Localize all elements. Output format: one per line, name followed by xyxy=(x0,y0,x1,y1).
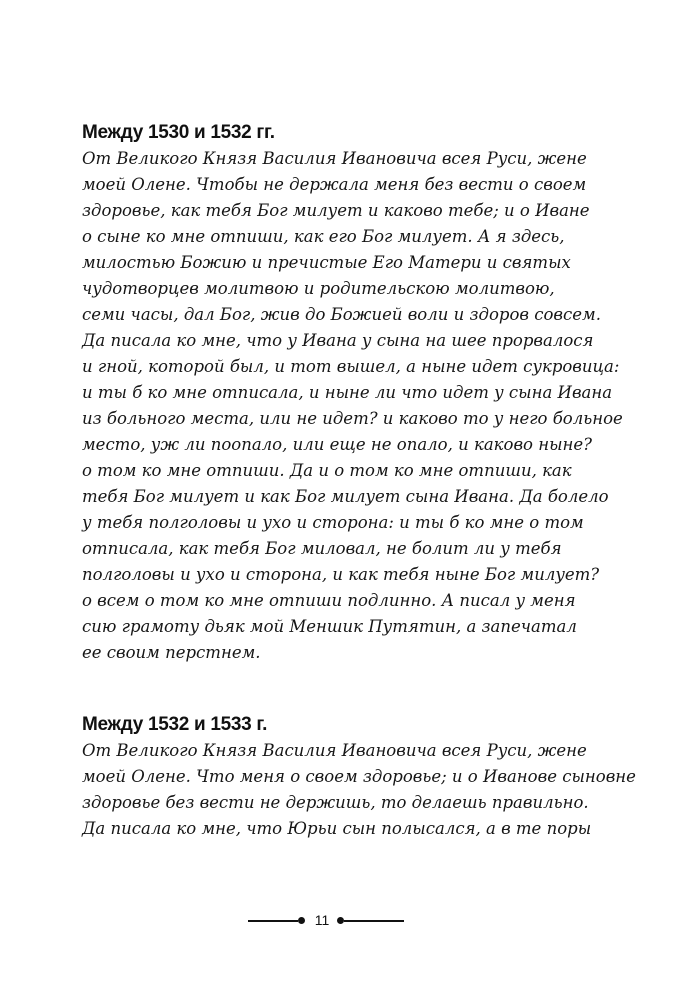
letter-section-1 xyxy=(82,120,642,666)
text-line: тебя Бог милует и как Бог милует сына Ивана. Да болело xyxy=(82,487,609,506)
letter-date-heading: Между 1532 и 1533 г. xyxy=(82,714,268,735)
text-line: чудотворцев молитвою и родительскою молитвою, xyxy=(82,279,555,298)
text-line: моей Олене. Что меня о своем здоровье; и о Иванове сыновне xyxy=(82,767,636,786)
page-footer xyxy=(0,906,684,936)
page-number: 11 xyxy=(314,912,330,928)
text-line: о том ко мне отпиши. Да и о том ко мне отпиши, как xyxy=(82,461,572,480)
letter-date-heading: Между 1530 и 1532 гг. xyxy=(82,122,275,143)
text-line: о всем о том ко мне отпиши подлинно. А писал у меня xyxy=(82,591,576,610)
text-line: милостью Божию и пречистые Его Матери и святых xyxy=(82,253,571,272)
text-line: здоровье без вести не держишь, то делаешь правильно. xyxy=(82,793,589,812)
text-line: здоровье, как тебя Бог милует и каково тебе; и о Иване xyxy=(82,201,590,220)
letter-section-2 xyxy=(82,712,642,842)
text-line: о сыне ко мне отпиши, как его Бог милует. А я здесь, xyxy=(82,227,565,246)
footer-rule-left xyxy=(248,920,298,922)
text-line: отписала, как тебя Бог миловал, не болит ли у тебя xyxy=(82,539,562,558)
footer-rule-right xyxy=(344,920,404,922)
text-line: Да писала ко мне, что у Ивана у сына на шее прорвалося xyxy=(82,331,594,350)
text-line: из больного места, или не идет? и каково то у него больное xyxy=(82,409,623,428)
text-line: От Великого Князя Василия Ивановича всея Руси, жене xyxy=(82,741,587,760)
text-line: От Великого Князя Василия Ивановича всея Руси, жене xyxy=(82,149,587,168)
text-line: и гной, которой был, и тот вышел, а ныне идет сукровица: xyxy=(82,357,620,376)
text-line: у тебя полголовы и ухо и сторона: и ты б ко мне о том xyxy=(82,513,584,532)
text-line: Да писала ко мне, что Юрьи сын полысался, а в те поры xyxy=(82,819,592,838)
footer-ornament-dot-right xyxy=(337,917,344,924)
text-line: сию грамоту дьяк мой Меншик Путятин, а запечатал xyxy=(82,617,577,636)
text-line: место, уж ли поопало, или еще не опало, и каково ныне? xyxy=(82,435,593,454)
text-line: полголовы и ухо и сторона, и как тебя ныне Бог милует? xyxy=(82,565,600,584)
letter-body xyxy=(82,738,642,842)
text-line: семи часы, дал Бог, жив до Божией воли и здоров совсем. xyxy=(82,305,601,324)
text-line: моей Олене. Чтобы не держала меня без вести о своем xyxy=(82,175,587,194)
text-line: ее своим перстнем. xyxy=(82,643,261,662)
letter-body xyxy=(82,146,642,666)
text-line: и ты б ко мне отписала, и ныне ли что идет у сына Ивана xyxy=(82,383,613,402)
footer-ornament-dot-left xyxy=(298,917,305,924)
